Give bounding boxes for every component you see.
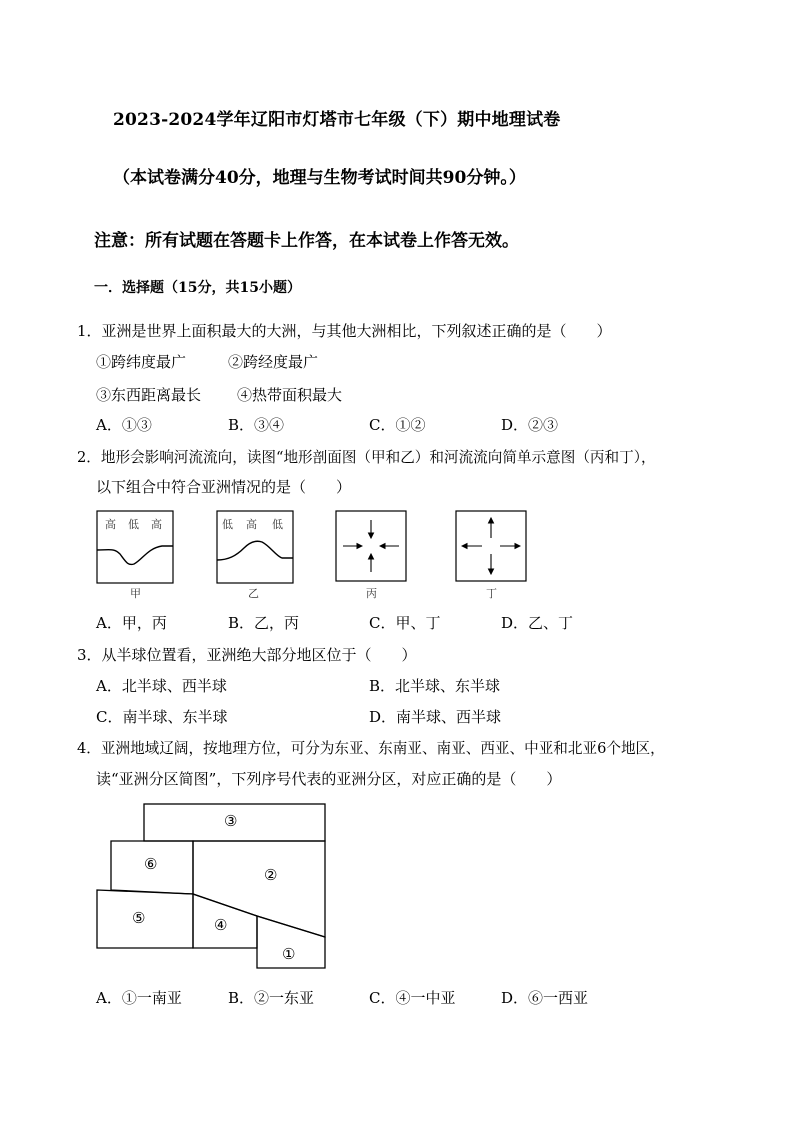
terrain-curve [97, 546, 173, 565]
jia-label-right: 高 [151, 518, 162, 531]
q1-statement-3: ③东西距离最长 [96, 386, 202, 404]
q1-statement-4: ④热带面积最大 [237, 386, 343, 404]
question-2-stem-line1: 2．地形会影响河流流向，读图“地形剖面图（甲和乙）和河流流向简单示意图（丙和丁）， [77, 449, 656, 466]
jia-caption: 甲 [130, 587, 141, 600]
q4-option-a[interactable]: A．①一南亚 [96, 989, 182, 1007]
region-label-5: ⑤ [132, 909, 146, 927]
ding-caption: 丁 [486, 587, 497, 600]
q1-option-b[interactable]: B．③④ [228, 416, 285, 434]
question-1-stem: 1．亚洲是世界上面积最大的大洲，与其他大洲相比，下列叙述正确的是（ ） [77, 322, 612, 340]
q3-option-b[interactable]: B．北半球、东半球 [369, 677, 501, 695]
q4-option-b[interactable]: B．②一东亚 [228, 989, 315, 1007]
terrain-curve [217, 541, 293, 560]
q3-option-c[interactable]: C．南半球、东半球 [96, 708, 228, 726]
bing-caption: 丙 [366, 587, 377, 600]
q2-option-b[interactable]: B．乙，丙 [228, 614, 300, 632]
jia-label-left: 高 [105, 518, 116, 531]
question-4-stem-line1: 4．亚洲地域辽阔，按地理方位，可分为东亚、东南亚、南亚、西亚、中亚和北亚6个地区， [77, 740, 665, 757]
question-4-stem-line2: 读“亚洲分区简图”，下列序号代表的亚洲分区，对应正确的是（ ） [96, 770, 562, 788]
region-label-3: ③ [224, 812, 238, 830]
q1-option-a[interactable]: A．①③ [96, 416, 152, 434]
region-label-6: ⑥ [144, 855, 158, 873]
q4-option-d[interactable]: D．⑥一西亚 [501, 989, 589, 1007]
yi-caption: 乙 [248, 587, 259, 600]
yi-label-left: 低 [222, 518, 233, 531]
q3-option-a[interactable]: A．北半球、西半球 [96, 677, 227, 695]
jia-label-mid: 低 [128, 518, 139, 531]
q1-option-c[interactable]: C．①② [369, 416, 426, 434]
river-flow-ding [455, 510, 529, 584]
region-2-outline [193, 841, 325, 937]
river-flow-bing [335, 510, 409, 584]
region-label-2: ② [264, 866, 278, 884]
question-2-stem-line2: 以下组合中符合亚洲情况的是（ ） [96, 478, 352, 496]
region-label-1: ① [282, 945, 296, 963]
question-3-stem: 3．从半球位置看，亚洲绝大部分地区位于（ ） [77, 646, 417, 664]
q1-statement-1: ①跨纬度最广 [96, 353, 187, 371]
exam-title: 2023-2024学年辽阳市灯塔市七年级（下）期中地理试卷 [113, 110, 561, 130]
q4-option-c[interactable]: C．④一中亚 [369, 989, 456, 1007]
q1-statement-2: ②跨经度最广 [228, 353, 319, 371]
exam-subtitle: （本试卷满分40分，地理与生物考试时间共90分钟。） [113, 168, 526, 188]
yi-label-mid: 高 [246, 518, 257, 531]
section-heading: 一．选择题（15分，共15小题） [94, 280, 301, 296]
region-label-4: ④ [214, 916, 228, 934]
q2-option-d[interactable]: D．乙、丁 [501, 614, 574, 632]
q3-option-d[interactable]: D．南半球、西半球 [369, 708, 502, 726]
q1-option-d[interactable]: D．②③ [501, 416, 559, 434]
q2-option-a[interactable]: A．甲，丙 [96, 614, 167, 632]
q2-option-c[interactable]: C．甲、丁 [369, 614, 441, 632]
yi-label-right: 低 [272, 518, 283, 531]
exam-notice: 注意：所有试题在答题卡上作答，在本试卷上作答无效。 [94, 231, 519, 251]
